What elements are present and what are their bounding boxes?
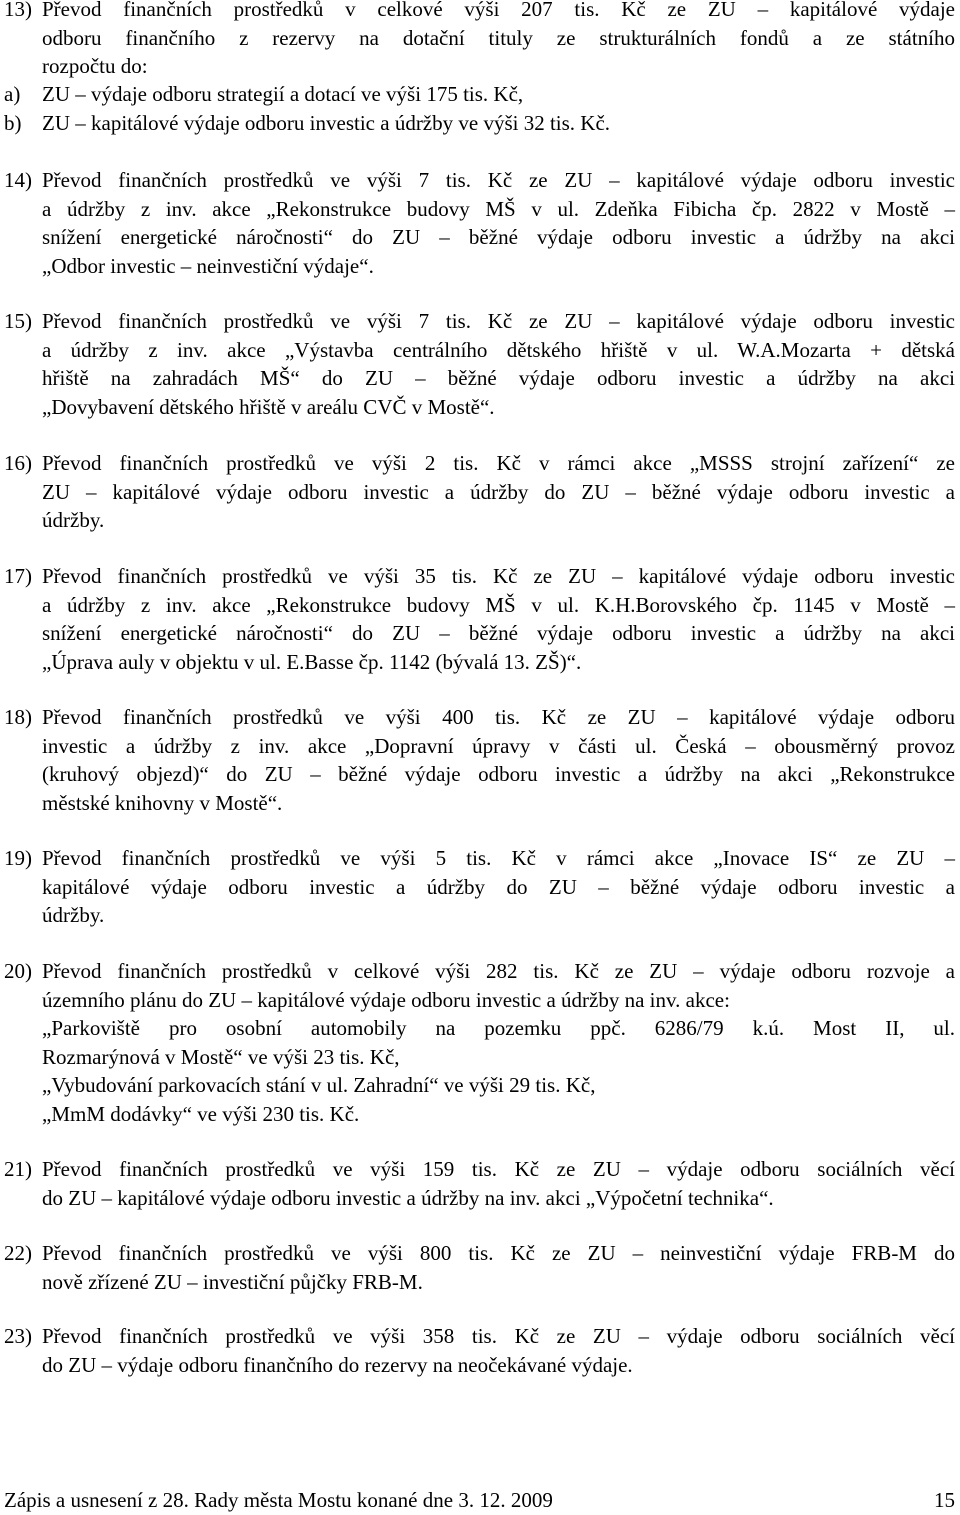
sub-item-text: ZU – výdaje odboru strategií a dotací ve výši 175 tis. Kč, xyxy=(42,82,524,106)
text-line: Převod finančních prostředků ve výši 7 tis. Kč ze ZU – kapitálové výdaje odboru investic xyxy=(42,309,955,333)
item-text xyxy=(42,957,955,1128)
text-line: a údržby z inv. akce „Výstavba centrálního dětského hřiště v ul. W.A.Mozarta + dětská xyxy=(42,337,955,362)
text-line: (kruhový objezd)“ do ZU – běžné výdaje odboru investic a údržby na akci „Rekonstrukce xyxy=(42,762,955,786)
item-number: 15) xyxy=(4,309,32,333)
list-item-19 xyxy=(4,844,955,930)
text-line: Převod finančních prostředků ve výši 159 tis. Kč ze ZU – výdaje odboru sociálních věcí xyxy=(42,1157,955,1181)
item-text xyxy=(42,449,955,535)
item-text xyxy=(42,166,955,280)
item-number: 17) xyxy=(4,564,32,588)
text-line: „Vybudování parkovacích stání v ul. Zahradní“ ve výši 29 tis. Kč, xyxy=(42,1073,596,1097)
page-number: 15 xyxy=(934,1488,955,1512)
sub-item-b xyxy=(4,109,955,138)
text-line: „Odbor investic – neinvestiční výdaje“. xyxy=(42,253,374,278)
footer-text: Zápis a usnesení z 28. Rady města Mostu konané dne 3. 12. 2009 xyxy=(4,1488,553,1512)
text-line: ZU – kapitálové výdaje odboru investic a údržby do ZU – běžné výdaje odboru investic a xyxy=(42,479,955,504)
text-line: a údržby z inv. akce „Rekonstrukce budovy MŠ v ul. K.H.Borovského čp. 1145 v Mostě – xyxy=(42,592,955,617)
list-item-21 xyxy=(4,1155,955,1212)
item-text xyxy=(42,844,955,930)
text-line: Převod finančních prostředků v celkové výši 282 tis. Kč ze ZU – výdaje odboru rozvoje a xyxy=(42,959,955,983)
text-line: hřiště na zahradách MŠ“ do ZU – běžné výdaje odboru investic a údržby na akci xyxy=(42,366,955,390)
item-number: 13) xyxy=(4,0,32,21)
list-item-17 xyxy=(4,562,955,676)
text-line: údržby. xyxy=(42,508,105,532)
text-line: „Dovybavení dětského hřiště v areálu CVČ v Mostě“. xyxy=(42,394,495,419)
item-text xyxy=(42,307,955,421)
item-number: 16) xyxy=(4,451,32,475)
item-number: 20) xyxy=(4,959,32,983)
text-line: do ZU – kapitálové výdaje odboru investic a údržby na inv. akci „Výpočetní technika“. xyxy=(42,1185,774,1210)
text-line: snížení energetické náročnosti“ do ZU – běžné výdaje odboru investic a údržby na akci xyxy=(42,225,955,249)
list-item-15 xyxy=(4,307,955,421)
text-line: „MmM dodávky“ ve výši 230 tis. Kč. xyxy=(42,1101,360,1126)
item-number: 22) xyxy=(4,1241,32,1265)
text-line: Převod finančních prostředků ve výši 5 tis. Kč v rámci akce „Inovace IS“ ze ZU – xyxy=(42,846,955,870)
text-line: rozpočtu do: xyxy=(42,54,148,78)
item-number: 14) xyxy=(4,168,32,192)
list-item-18 xyxy=(4,703,955,817)
text-line: Převod finančních prostředků ve výši 2 tis. Kč v rámci akce „MSSS strojní zařízení“ ze xyxy=(42,451,955,475)
text-line: Převod finančních prostředků ve výši 7 tis. Kč ze ZU – kapitálové výdaje odboru investic xyxy=(42,168,955,192)
list-item-13 xyxy=(4,0,955,81)
text-line: údržby. xyxy=(42,903,105,927)
text-line: Rozmarýnová v Mostě“ ve výši 23 tis. Kč, xyxy=(42,1044,400,1069)
sub-item-label: b) xyxy=(4,111,22,135)
text-line: Převod finančních prostředků ve výši 35 tis. Kč ze ZU – kapitálové výdaje odboru investic xyxy=(42,564,955,588)
list-item-16 xyxy=(4,449,955,535)
list-item-22 xyxy=(4,1239,955,1296)
text-line: kapitálové výdaje odboru investic a údržby do ZU – běžné výdaje odboru investic a xyxy=(42,874,955,899)
list-item-23 xyxy=(4,1322,955,1379)
item-number: 23) xyxy=(4,1324,32,1348)
list-item-20 xyxy=(4,957,955,1128)
text-line: nově zřízené ZU – investiční půjčky FRB-M. xyxy=(42,1269,423,1294)
text-line: a údržby z inv. akce „Rekonstrukce budovy MŠ v ul. Zdeňka Fibicha čp. 2822 v Mostě – xyxy=(42,196,955,221)
item-text xyxy=(42,703,955,817)
text-line: „Úprava auly v objektu v ul. E.Basse čp. 1142 (bývalá 13. ZŠ)“. xyxy=(42,649,582,674)
text-line: územního plánu do ZU – kapitálové výdaje odboru investic a údržby na inv. akce: xyxy=(42,987,730,1012)
item-number: 19) xyxy=(4,846,32,870)
text-line: Převod finančních prostředků ve výši 358 tis. Kč ze ZU – výdaje odboru sociálních věcí xyxy=(42,1324,955,1348)
text-line: snížení energetické náročnosti“ do ZU – běžné výdaje odboru investic a údržby na akci xyxy=(42,621,955,645)
item-text xyxy=(42,1322,955,1379)
text-line: odboru finančního z rezervy na dotační tituly ze strukturálních fondů a ze státního xyxy=(42,25,955,50)
item-text xyxy=(42,1239,955,1296)
text-line: do ZU – výdaje odboru finančního do rezervy na neočekávané výdaje. xyxy=(42,1352,633,1377)
item-text xyxy=(42,1155,955,1212)
item-text xyxy=(42,562,955,676)
text-line: „Parkoviště pro osobní automobily na pozemku ppč. 6286/79 k.ú. Most II, ul. xyxy=(42,1016,955,1040)
sub-item-a xyxy=(4,80,955,109)
sub-item-label: a) xyxy=(4,82,21,106)
item-text xyxy=(42,0,955,81)
list-item-14 xyxy=(4,166,955,280)
text-line: Převod finančních prostředků ve výši 800 tis. Kč ze ZU – neinvestiční výdaje FRB-M do xyxy=(42,1241,955,1265)
text-line: městské knihovny v Mostě“. xyxy=(42,790,283,815)
text-line: investic a údržby z inv. akce „Dopravní úpravy v části ul. Česká – obousměrný provoz xyxy=(42,733,955,758)
text-line: Převod finančních prostředků ve výši 400 tis. Kč ze ZU – kapitálové výdaje odboru xyxy=(42,705,955,729)
item-number: 21) xyxy=(4,1157,32,1181)
sub-item-text: ZU – kapitálové výdaje odboru investic a údržby ve výši 32 tis. Kč. xyxy=(42,111,611,135)
text-line: Převod finančních prostředků v celkové výši 207 tis. Kč ze ZU – kapitálové výdaje xyxy=(42,0,955,21)
item-number: 18) xyxy=(4,705,32,729)
